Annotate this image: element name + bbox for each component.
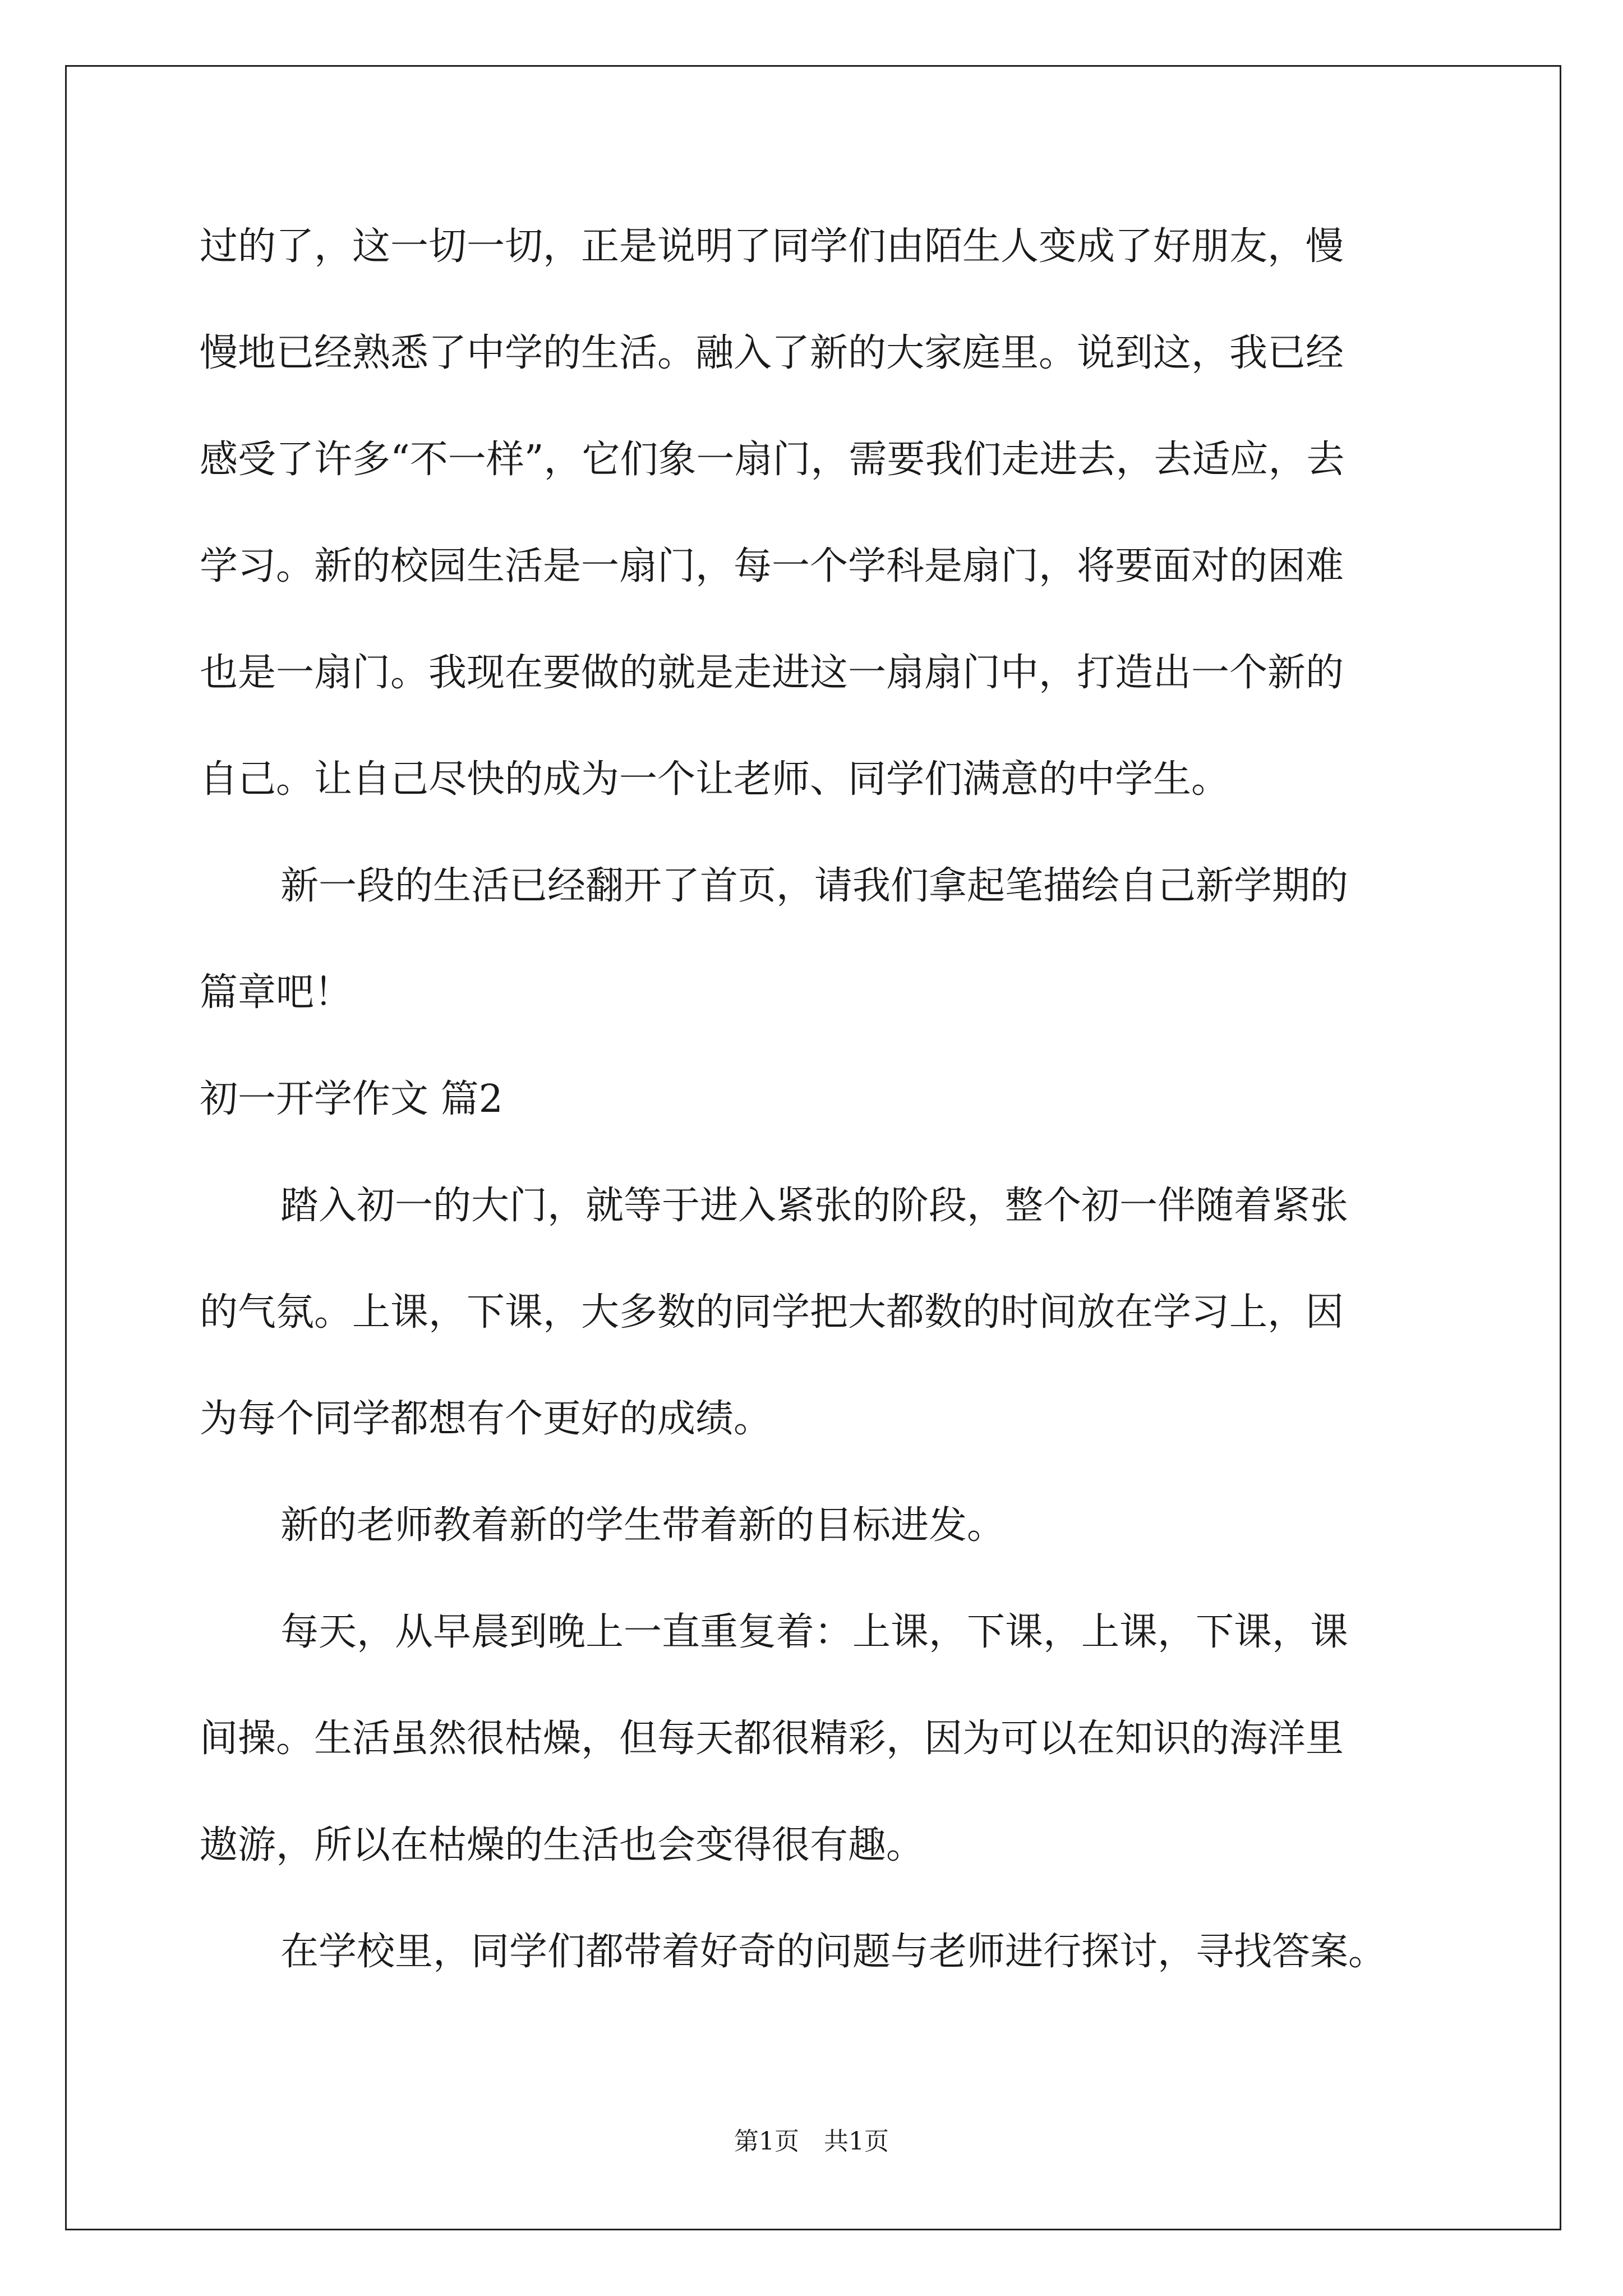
paragraph-line: 每天，从早晨到晚上一直重复着：上课，下课，上课，下课，课 (280, 1610, 1349, 1654)
page-border (65, 65, 1561, 2230)
paragraph-line: 篇章吧！ (200, 970, 353, 1015)
paragraph-line: 在学校里，同学们都带着好奇的问题与老师进行探讨，寻找答案。 (280, 1930, 1387, 1974)
paragraph-line: 感受了许多“不一样”，它们象一扇门，需要我们走进去，去适应，去 (200, 438, 1345, 482)
paragraph-line: 为每个同学都想有个更好的成绩。 (200, 1397, 772, 1441)
paragraph-line: 间操。生活虽然很枯燥，但每天都很精彩，因为可以在知识的海洋里 (200, 1717, 1344, 1761)
page-footer: 第1页 共1页 (734, 2127, 889, 2156)
paragraph-line: 学习。新的校园生活是一扇门，每一个学科是扇门，将要面对的困难 (200, 544, 1344, 588)
paragraph-line: 慢地已经熟悉了中学的生活。融入了新的大家庭里。说到这，我已经 (200, 331, 1344, 375)
paragraph-line: 踏入初一的大门，就等于进入紧张的阶段，整个初一伴随着紧张 (280, 1184, 1349, 1228)
paragraph-line: 新一段的生活已经翻开了首页，请我们拿起笔描绘自己新学期的 (280, 864, 1349, 908)
paragraph-line: 自己。让自己尽快的成为一个让老师、同学们满意的中学生。 (200, 757, 1230, 802)
paragraph-line: 遨游，所以在枯燥的生活也会变得很有趣。 (200, 1823, 925, 1867)
paragraph-line: 过的了，这一切一切，正是说明了同学们由陌生人变成了好朋友，慢 (200, 224, 1344, 269)
paragraph-line: 也是一扇门。我现在要做的就是走进这一扇扇门中，打造出一个新的 (200, 651, 1344, 695)
paragraph-line: 新的老师教着新的学生带着新的目标进发。 (280, 1503, 1006, 1548)
paragraph-line: 的气氛。上课，下课，大多数的同学把大都数的时间放在学习上，因 (200, 1290, 1344, 1335)
section-heading: 初一开学作文 篇2 (200, 1077, 503, 1121)
